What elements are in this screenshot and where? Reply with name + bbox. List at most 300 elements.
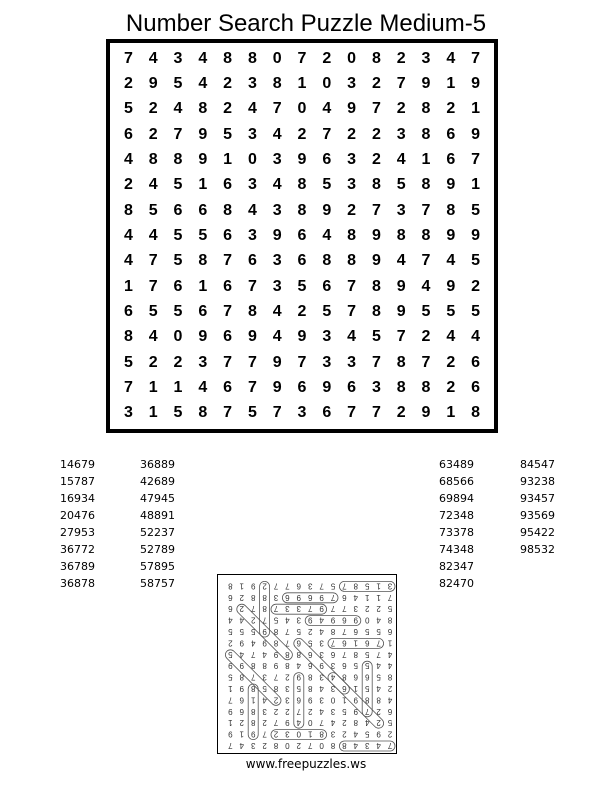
answer-key-digit: 8 [273,638,279,648]
answer-key-digit: 6 [342,615,347,625]
grid-cell: 4 [396,252,406,270]
grid-cell: 8 [421,125,431,143]
grid-cell: 3 [347,150,357,168]
answer-key-digit: 9 [250,729,256,739]
grid-cell: 9 [471,226,481,244]
word-list-item: 74348 [439,543,474,556]
answer-key-digit: 3 [296,615,302,625]
answer-key-digit: 3 [285,684,290,693]
grid-cell: 9 [471,74,481,92]
answer-key-digit: 8 [342,741,347,750]
answer-key-digit: 7 [342,627,347,636]
answer-key-digit: 6 [364,672,370,682]
grid-cell: 7 [371,404,381,422]
answer-key-digit: 5 [228,627,233,636]
grid-cell: 8 [371,49,381,67]
grid-cell: 6 [297,378,307,396]
word-list-item: 36889 [140,458,175,471]
grid-cell: 3 [347,74,357,92]
grid-cell: 9 [247,328,257,346]
word-list-item: 72348 [439,509,474,522]
grid-cell: 1 [198,277,208,295]
answer-key-digit: 9 [228,661,233,671]
answer-key-digit: 3 [319,672,324,682]
grid-cell: 4 [198,378,208,396]
grid-cell: 2 [421,328,431,346]
grid-cell: 4 [272,302,282,320]
grid-cell: 4 [322,226,332,244]
grid-cell: 4 [421,277,431,295]
answer-key-digit: 4 [353,741,359,750]
answer-key-digit: 8 [353,649,359,659]
grid-cell: 8 [123,328,133,346]
word-list-item: 98532 [520,543,555,556]
grid-cell: 7 [371,100,381,118]
answer-key-digit: 1 [228,684,233,693]
grid-cell: 8 [347,252,357,270]
grid-cell: 7 [347,302,357,320]
grid-cell: 5 [148,302,158,320]
answer-key-digit: 8 [330,741,336,750]
word-list-item: 27953 [60,526,95,539]
grid-cell: 9 [421,74,431,92]
answer-key-digit: 7 [342,649,347,659]
answer-key-digit: 4 [296,661,302,671]
answer-key-digit: 6 [342,638,347,648]
word-list-column-4 [520,456,555,558]
grid-cell: 7 [347,277,357,295]
answer-key-digit: 9 [319,592,324,602]
grid-cell: 4 [247,100,257,118]
answer-key-digit: 5 [239,627,245,636]
grid-cell: 4 [148,49,158,67]
answer-key-digit: 7 [273,604,279,614]
grid-cell: 5 [173,302,183,320]
answer-key-digit: 3 [330,661,336,671]
answer-key-digit: 9 [319,661,324,671]
grid-cell: 6 [198,201,208,219]
answer-key-digit: 0 [330,695,336,705]
answer-key-digit: 6 [239,706,245,716]
answer-key-digit: 3 [330,729,336,739]
grid-cell: 3 [173,49,183,67]
word-list-item: 63489 [439,458,474,471]
answer-key-digit: 9 [273,661,279,671]
answer-key-digit: 7 [285,581,290,591]
grid-cell: 7 [322,125,332,143]
answer-key-digit: 8 [250,718,256,728]
grid-cell: 7 [347,404,357,422]
word-list-item: 36789 [60,560,95,573]
answer-key-digit: 9 [239,638,245,648]
word-list-item: 47945 [140,492,175,505]
answer-key-digit: 4 [387,661,393,671]
answer-key-digit: 0 [364,615,370,625]
answer-key-digit: 4 [228,615,233,625]
grid-cell: 6 [198,302,208,320]
answer-key-digit: 4 [239,741,245,750]
answer-key-digit: 9 [285,718,290,728]
answer-key-digit: 6 [364,638,370,648]
grid-cell: 8 [247,302,257,320]
answer-key-digit: 6 [228,592,233,602]
grid-cell: 8 [396,226,406,244]
grid-cell: 9 [347,100,357,118]
answer-key-digit: 2 [262,581,267,591]
answer-key-digit: 4 [296,718,302,728]
grid-cell: 2 [347,125,357,143]
grid-cell: 4 [198,74,208,92]
grid-cell: 4 [272,125,282,143]
grid-cell: 6 [347,378,357,396]
answer-key-grid [223,581,395,751]
answer-key-digit: 4 [262,649,267,659]
grid-cell: 3 [347,353,357,371]
grid-cell: 3 [247,176,257,194]
answer-key-digit: 6 [387,706,393,716]
grid-cell: 3 [396,201,406,219]
answer-key-digit: 6 [342,661,347,671]
answer-key-digit: 9 [296,592,302,602]
grid-cell: 7 [247,277,257,295]
answer-key-digit: 5 [353,661,359,671]
answer-key-digit: 7 [342,581,347,591]
answer-key-digit: 3 [250,741,256,750]
grid-cell: 7 [396,74,406,92]
grid-cell: 9 [471,125,481,143]
grid-cell: 4 [347,328,357,346]
answer-key-digit: 7 [273,718,279,728]
answer-key-digit: 7 [387,592,393,602]
grid-cell: 3 [322,328,332,346]
grid-cell: 7 [247,353,257,371]
grid-cell: 9 [297,150,307,168]
answer-key-digit: 8 [262,661,267,671]
answer-key-digit: 8 [307,672,313,682]
grid-cell: 8 [297,176,307,194]
answer-key-digit: 6 [239,695,245,705]
answer-key-digit: 1 [239,729,245,739]
answer-key-digit: 5 [376,627,381,636]
answer-key-digit: 2 [239,604,245,614]
grid-cell: 5 [173,404,183,422]
answer-key-digit: 7 [330,638,336,648]
grid-cell: 6 [446,125,456,143]
answer-key-digit: 4 [285,615,290,625]
answer-key-digit: 7 [296,706,302,716]
grid-cell: 8 [471,404,481,422]
grid-cell: 6 [123,125,133,143]
answer-key-digit: 8 [262,604,267,614]
answer-key-digit: 0 [296,729,302,739]
grid-cell: 5 [173,226,183,244]
grid-cell: 6 [247,252,257,270]
grid-cell: 3 [396,125,406,143]
grid-cell: 2 [297,125,307,143]
grid-cell: 8 [123,201,133,219]
answer-key-digit: 8 [250,706,256,716]
grid-cell: 6 [123,302,133,320]
grid-cell: 8 [421,378,431,396]
answer-key-digit: 5 [364,684,370,693]
grid-cell: 9 [198,125,208,143]
grid-cell: 2 [396,404,406,422]
answer-key-digit: 9 [228,729,233,739]
answer-key-digit: 5 [364,661,370,671]
answer-key-digit: 2 [273,695,279,705]
answer-key-digit: 3 [262,672,267,682]
answer-key-digit: 5 [273,615,279,625]
answer-key-digit: 4 [330,672,336,682]
word-list-item: 93457 [520,492,555,505]
grid-cell: 8 [322,252,332,270]
grid-cell: 8 [371,176,381,194]
answer-key-digit: 1 [342,695,347,705]
answer-key-digit: 7 [228,695,233,705]
grid-cell: 5 [322,302,332,320]
grid-cell: 2 [148,125,158,143]
grid-cell: 7 [421,201,431,219]
answer-key-digit: 4 [319,684,324,693]
answer-key-digit: 9 [262,638,267,648]
answer-key-digit: 9 [353,695,359,705]
grid-cell: 6 [173,201,183,219]
word-list-item: 84547 [520,458,555,471]
answer-key-digit: 8 [307,684,313,693]
grid-cell: 1 [148,404,158,422]
grid-cell: 6 [471,353,481,371]
word-list-item: 42689 [140,475,175,488]
answer-key-digit: 7 [387,741,393,750]
answer-key-digit: 2 [239,718,245,728]
grid-cell: 9 [371,252,381,270]
answer-key-digit: 2 [262,741,267,750]
answer-key-digit: 9 [376,729,381,739]
answer-key-digit: 3 [262,706,267,716]
answer-key-digit: 4 [319,615,324,625]
answer-key-digit: 7 [364,706,370,716]
grid-cell: 7 [223,404,233,422]
answer-key-digit: 7 [319,581,324,591]
answer-key-digit: 9 [250,581,256,591]
grid-cell: 1 [421,150,431,168]
answer-key-digit: 7 [250,649,256,659]
grid-cell: 6 [322,150,332,168]
answer-key-digit: 3 [330,706,336,716]
answer-key-digit: 3 [285,729,290,739]
answer-key-digit: 8 [228,581,233,591]
grid-cell: 6 [446,150,456,168]
answer-key-digit: 9 [353,615,359,625]
answer-key-digit: 8 [342,672,347,682]
answer-key-digit: 3 [387,581,393,591]
answer-key-digit: 8 [330,627,336,636]
answer-key-digit: 8 [319,729,324,739]
grid-cell: 7 [123,378,133,396]
grid-cell: 4 [272,176,282,194]
answer-key-digit: 8 [273,684,279,693]
grid-cell: 5 [247,404,257,422]
grid-cell: 7 [297,353,307,371]
grid-cell: 8 [421,226,431,244]
grid-cell: 5 [471,252,481,270]
grid-cell: 7 [471,49,481,67]
answer-key-digit: 8 [250,661,256,671]
word-list-item: 93569 [520,509,555,522]
word-list-item: 20476 [60,509,95,522]
grid-cell: 7 [371,201,381,219]
grid-cell: 5 [471,201,481,219]
answer-key-digit: 6 [228,604,233,614]
answer-key-digit: 6 [387,627,393,636]
answer-key-digit: 5 [364,649,370,659]
grid-cell: 4 [148,328,158,346]
answer-key-digit: 9 [353,706,359,716]
answer-key-digit: 9 [296,672,302,682]
answer-key-digit: 9 [239,661,245,671]
answer-key-digit: 7 [307,604,313,614]
answer-key-digit: 5 [387,604,393,614]
answer-key-digit: 5 [228,672,233,682]
answer-key-digit: 4 [250,638,256,648]
answer-key-digit: 4 [319,706,324,716]
grid-cell: 4 [446,252,456,270]
grid-cell: 1 [148,378,158,396]
answer-key-digit: 3 [307,581,313,591]
grid-cell: 9 [421,404,431,422]
grid-cell: 8 [396,378,406,396]
word-list-item: 82347 [439,560,474,573]
answer-key-digit: 2 [285,706,290,716]
answer-key-digit: 1 [239,581,245,591]
answer-key-digit: 3 [285,695,290,705]
grid-cell: 6 [297,226,307,244]
grid-cell: 3 [272,201,282,219]
grid-cell: 3 [198,353,208,371]
answer-key-digit: 2 [376,604,381,614]
grid-cell: 4 [173,100,183,118]
grid-cell: 1 [446,404,456,422]
grid-cell: 8 [272,74,282,92]
grid-cell: 2 [446,378,456,396]
word-list-column-2 [140,456,175,592]
answer-key-digit: 7 [285,638,290,648]
answer-key-digit: 1 [307,729,313,739]
answer-key-digit: 6 [285,592,290,602]
answer-key-digit: 4 [319,627,324,636]
answer-key-digit: 1 [353,684,359,693]
grid-cell: 2 [396,49,406,67]
word-list-item: 82470 [439,577,474,590]
grid-cell: 8 [371,302,381,320]
grid-cell: 4 [272,328,282,346]
answer-key-digit: 6 [307,661,313,671]
grid-cell: 7 [123,49,133,67]
answer-key-digit: 2 [250,615,256,625]
grid-cell: 0 [173,328,183,346]
grid-cell: 4 [322,100,332,118]
grid-cell: 2 [123,176,133,194]
word-list-column-1 [60,456,95,592]
answer-key-digit: 3 [285,604,290,614]
answer-key-digit: 5 [250,627,256,636]
grid-cell: 5 [471,302,481,320]
answer-key-digit: 2 [307,627,313,636]
answer-key-digit: 0 [307,718,313,728]
answer-key-digit: 2 [273,706,279,716]
grid-cell: 9 [322,378,332,396]
answer-key-digit: 0 [285,741,290,750]
grid-cell: 4 [198,49,208,67]
answer-key-digit: 9 [330,615,336,625]
grid-cell: 5 [123,100,133,118]
grid-cell: 9 [371,226,381,244]
answer-key-digit: 5 [330,581,336,591]
puzzle-grid [106,39,498,433]
answer-key-digit: 2 [376,718,381,728]
word-list-item: 15787 [60,475,95,488]
answer-key-digit: 3 [364,741,370,750]
grid-cell: 5 [223,125,233,143]
grid-cell: 9 [148,74,158,92]
answer-key-digit: 4 [376,741,381,750]
grid-cell: 2 [148,353,158,371]
grid-cell: 9 [297,328,307,346]
answer-key-digit: 4 [262,695,267,705]
grid-cell: 3 [272,150,282,168]
grid-cell: 9 [272,353,282,371]
grid-cell: 1 [173,378,183,396]
grid-cell: 7 [272,404,282,422]
answer-key-digit: 9 [307,615,313,625]
grid-cell: 1 [471,176,481,194]
answer-key-digit: 2 [387,729,393,739]
grid-cell: 1 [223,150,233,168]
answer-key-digit: 7 [228,741,233,750]
grid-cell: 9 [396,277,406,295]
grid-cell: 4 [247,201,257,219]
word-list-item: 68566 [439,475,474,488]
grid-cell: 4 [123,252,133,270]
answer-key-digit: 5 [364,581,370,591]
answer-key-digit: 9 [273,649,279,659]
grid-cell: 1 [198,176,208,194]
grid-cell: 3 [322,353,332,371]
grid-cell: 3 [421,49,431,67]
grid-cell: 7 [173,125,183,143]
grid-cell: 7 [247,378,257,396]
grid-cell: 7 [421,252,431,270]
grid-cell: 3 [247,226,257,244]
grid-cell: 9 [322,201,332,219]
grid-cell: 8 [223,49,233,67]
answer-key-digit: 8 [353,718,359,728]
grid-cell: 7 [297,49,307,67]
grid-cell: 2 [173,353,183,371]
answer-key-digit: 7 [273,672,279,682]
answer-key-digit: 5 [387,718,393,728]
grid-cell: 5 [148,201,158,219]
grid-cell: 6 [173,277,183,295]
grid-cell: 5 [198,226,208,244]
grid-cell: 4 [396,150,406,168]
grid-cell: 4 [446,328,456,346]
grid-cell: 5 [173,74,183,92]
answer-key-digit: 7 [307,741,313,750]
answer-key-digit: 3 [319,638,324,648]
grid-cell: 2 [148,100,158,118]
answer-key-digit: 8 [285,661,290,671]
